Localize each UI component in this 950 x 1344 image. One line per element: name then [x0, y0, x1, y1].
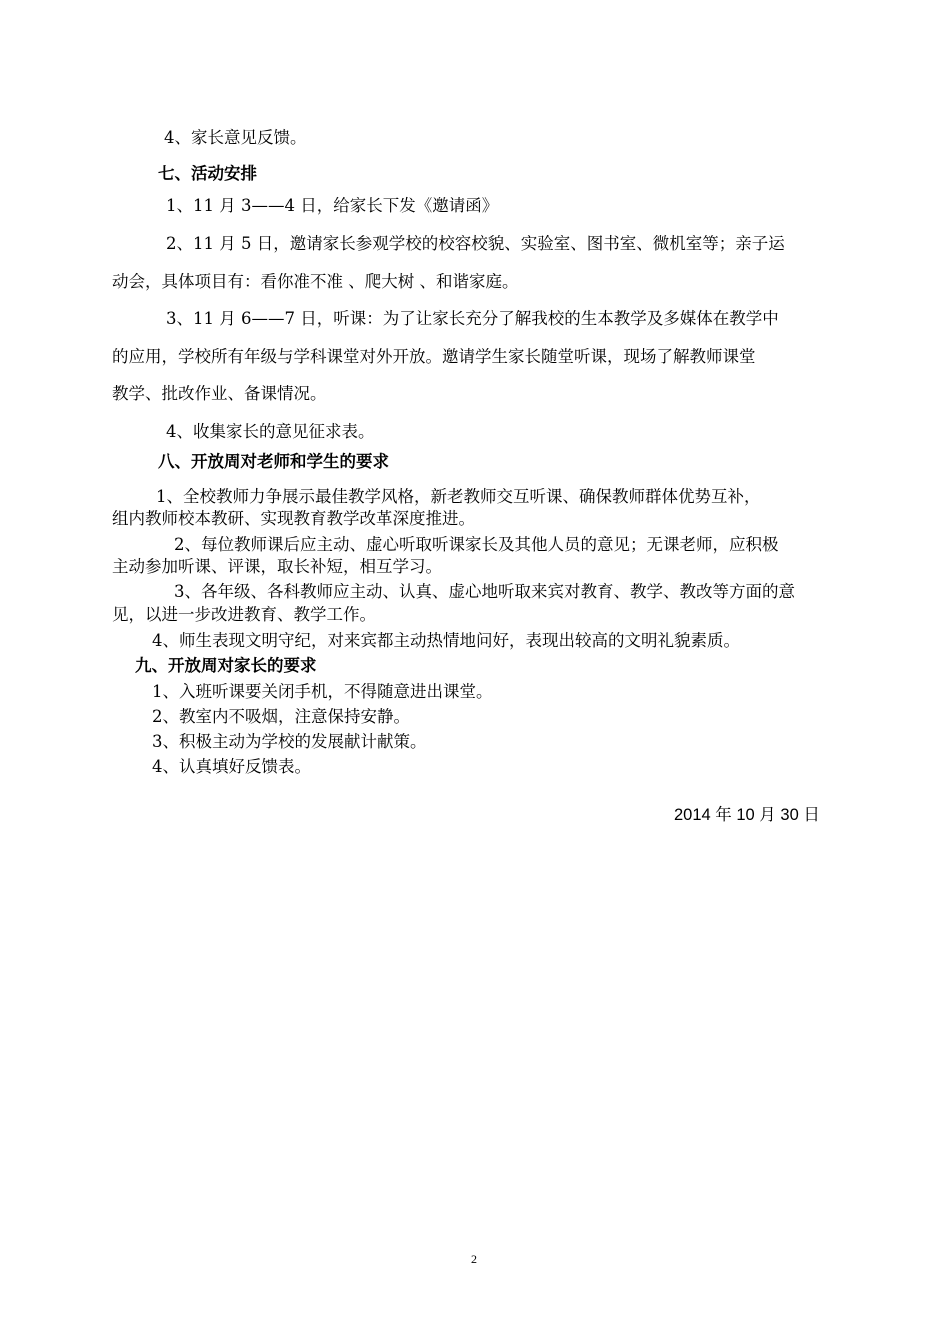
section8-heading: 八、开放周对老师和学生的要求: [158, 452, 389, 471]
section9-heading: 九、开放周对家长的要求: [135, 656, 317, 675]
section9-item-1: 1、入班听课要关闭手机，不得随意进出课堂。: [152, 682, 493, 701]
section6-item-4: 4、家长意见反馈。: [164, 128, 307, 147]
section7-item-4: 4、收集家长的意见征求表。: [166, 422, 375, 441]
section7-item-3-line-1: 3、11 月 6——7 日，听课：为了让家长充分了解我校的生本教学及多媒体在教学中: [166, 309, 779, 328]
section9-item-4: 4、认真填好反馈表。: [152, 757, 311, 776]
section8-item-3-line-2: 见，以进一步改进教育、教学工作。: [112, 605, 376, 624]
document-date: 2014 年 10 月 30 日: [674, 806, 820, 824]
section7-item-3-line-3: 教学、批改作业、备课情况。: [112, 384, 327, 403]
section8-item-4: 4、师生表现文明守纪，对来宾都主动热情地问好，表现出较高的文明礼貌素质。: [152, 631, 740, 650]
section8-item-1-line-1: 1、全校教师力争展示最佳教学风格，新老教师交互听课、确保教师群体优势互补，: [156, 487, 761, 506]
section7-item-2-line-1: 2、11 月 5 日，邀请家长参观学校的校容校貌、实验室、图书室、微机室等；亲子运: [166, 234, 785, 253]
section7-item-1: 1、11 月 3——4 日，给家长下发《邀请函》: [166, 196, 499, 215]
section8-item-2-line-2: 主动参加听课、评课，取长补短，相互学习。: [112, 557, 442, 576]
page-number: 2: [471, 1252, 477, 1266]
section7-item-2-line-2: 动会，具体项目有：看你准不准 、爬大树 、和谐家庭。: [112, 272, 519, 291]
section9-item-3: 3、积极主动为学校的发展献计献策。: [152, 732, 427, 751]
section7-heading: 七、活动安排: [158, 164, 257, 183]
section8-item-3-line-1: 3、各年级、各科教师应主动、认真、虚心地听取来宾对教育、教学、教改等方面的意: [174, 582, 795, 601]
section8-item-1-line-2: 组内教师校本教研、实现教育教学改革深度推进。: [112, 509, 475, 528]
section9-item-2: 2、教室内不吸烟，注意保持安静。: [152, 707, 410, 726]
section7-item-3-line-2: 的应用，学校所有年级与学科课堂对外开放。邀请学生家长随堂听课，现场了解教师课堂: [112, 347, 756, 366]
section8-item-2-line-1: 2、每位教师课后应主动、虚心听取听课家长及其他人员的意见；无课老师，应积极: [174, 535, 779, 554]
